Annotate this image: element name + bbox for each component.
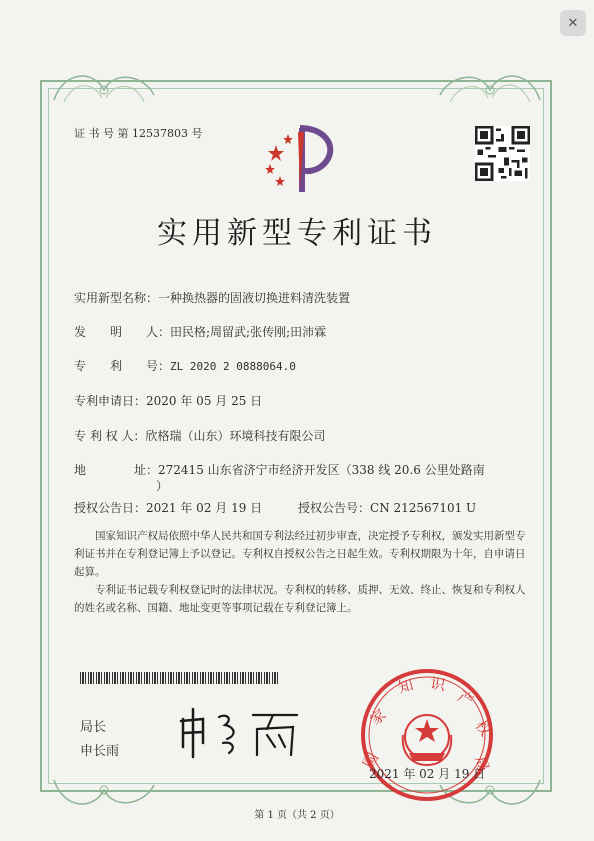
official-seal [357, 665, 497, 805]
page-footer: 第 1 页（共 2 页） [254, 810, 340, 821]
row-address-continued: ） [156, 479, 169, 493]
row-value: 2020 年 05 月 25 日 [146, 394, 263, 408]
qr-code-icon [475, 126, 530, 181]
row-label: 地 址： [74, 463, 159, 477]
cnipa-logo-icon [258, 120, 348, 195]
close-icon: ✕ [567, 15, 579, 31]
director-title: 局长 [80, 720, 107, 735]
grant-statement: 国家知识产权局依照中华人民共和国专利法经过初步审查，决定授予专利权，颁发实用新型专利证书并在专利登记簿上予以登记。专利权自授权公告之日起生效。专利权期限为十年，自申请日起算。 [74, 530, 526, 578]
director-name: 申长雨 [80, 744, 120, 759]
row-address [74, 462, 485, 478]
certificate-title: 实用新型专利证书 [157, 216, 437, 251]
signature-image [175, 705, 305, 760]
row-grant-date [74, 500, 262, 516]
row-patent-number [74, 358, 296, 375]
row-value: 2021 年 02 月 19 日 [146, 501, 263, 515]
row-label: 发 明 人： [74, 325, 171, 339]
row-value: 欣格瑞（山东）环境科技有限公司 [145, 429, 326, 443]
seal-date: 2021 年 02 月 19 日 [369, 767, 486, 781]
row-label: 专 利 权 人： [74, 429, 146, 443]
row-filing-date [74, 393, 262, 409]
corner-ornament-icon [430, 60, 550, 110]
close-button[interactable] [560, 10, 586, 36]
svg-text:识: 识 [428, 673, 447, 695]
certificate-number: 证 书 号 第 12537803 号 [74, 127, 203, 140]
legal-status-note: 专利证书记载专利权登记时的法律状况。专利权的转移、质押、无效、终止、恢复和专利权人的姓名或名称、国籍、地址变更等事项记载在专利登记簿上。 [74, 584, 526, 614]
svg-text:知: 知 [396, 675, 416, 697]
svg-text:局: 局 [471, 754, 493, 774]
row-value: CN 212567101 U [370, 501, 477, 515]
row-value: ZL 2020 2 0888064.0 [170, 360, 296, 373]
row-inventors [74, 324, 326, 340]
row-label: 专 利 号： [74, 359, 171, 373]
row-label: 专利申请日： [74, 394, 147, 408]
row-patentee [74, 428, 325, 444]
row-label: 授权公告日： [74, 501, 147, 515]
barcode [80, 672, 280, 684]
row-label: 授权公告号： [298, 501, 371, 515]
svg-text:国: 国 [359, 749, 383, 772]
svg-text:权: 权 [471, 716, 495, 740]
row-value: 272415 山东省济宁市经济开发区（338 线 20.6 公里处路南 [158, 463, 485, 477]
row-value: 田民格;周留武;张传刚;田沛霖 [170, 325, 327, 339]
corner-ornament-icon [44, 60, 164, 110]
svg-text:产: 产 [454, 687, 477, 711]
row-value: 一种换热器的固液切换进料清洗装置 [158, 291, 351, 305]
row-name [74, 290, 350, 306]
row-label: 实用新型名称： [74, 291, 159, 305]
svg-text:家: 家 [366, 705, 390, 729]
row-grant-number [298, 500, 476, 516]
